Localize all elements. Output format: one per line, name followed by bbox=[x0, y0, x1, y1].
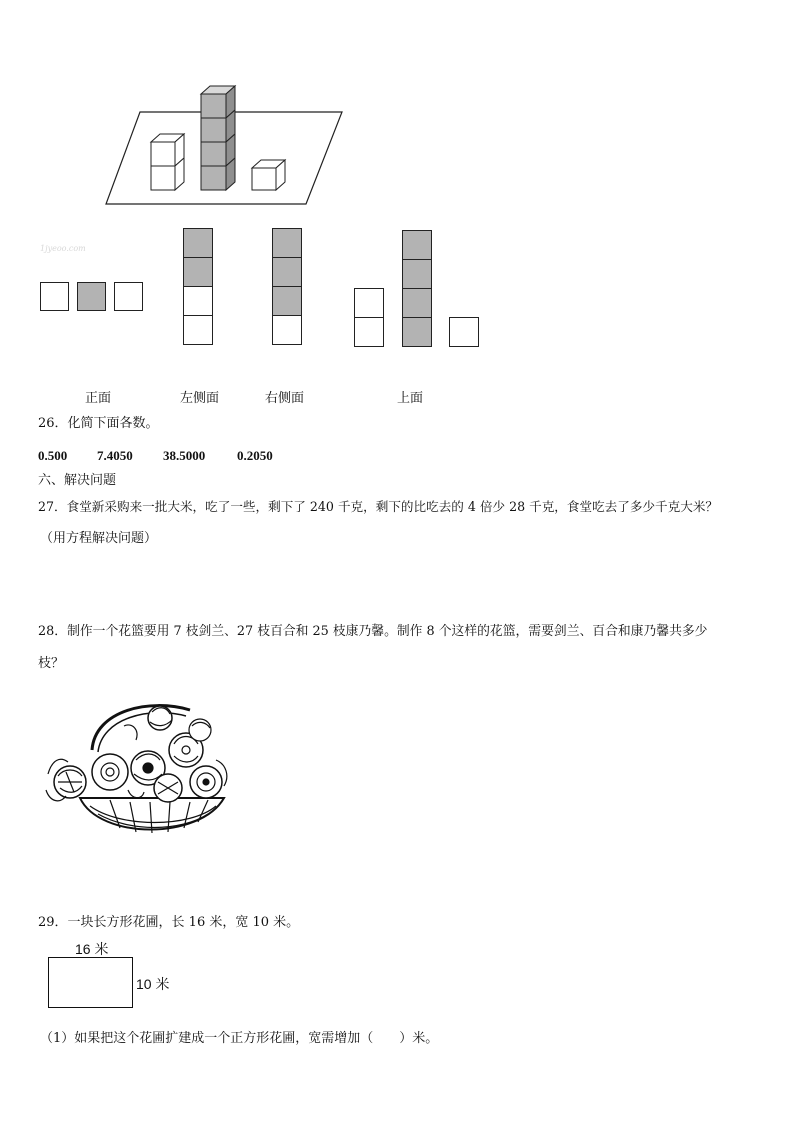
view-option-2-square-2 bbox=[183, 257, 213, 287]
q27-line-2: （用方程解决问题） bbox=[40, 531, 158, 546]
section-6-heading: 六、解决问题 bbox=[38, 473, 117, 488]
view-option-3-square-1 bbox=[272, 228, 302, 258]
q26-number-3: 38.5000 bbox=[163, 448, 206, 463]
view-option-2-square-3 bbox=[183, 286, 213, 316]
front-view-square-2 bbox=[77, 282, 106, 311]
view-label-front: 正面 bbox=[85, 391, 112, 406]
view-option-2-square-4 bbox=[183, 315, 213, 345]
q26-number-4: 0.2050 bbox=[237, 448, 273, 463]
q29-subquestion-1: （1）如果把这个花圃扩建成一个正方形花圃，宽需增加（ ）米。 bbox=[40, 1031, 439, 1046]
watermark: 1jyeoo.com bbox=[40, 244, 86, 253]
rectangle-length-label: 16 米 bbox=[75, 941, 109, 957]
view-option-4-square-6 bbox=[402, 317, 432, 347]
view-option-3-square-2 bbox=[272, 257, 302, 287]
view-label-top: 上面 bbox=[397, 391, 424, 406]
view-option-3-square-3 bbox=[272, 286, 302, 316]
front-view-square-1 bbox=[40, 282, 69, 311]
rectangle-width-label: 10 米 bbox=[136, 976, 170, 992]
view-label-right: 右侧面 bbox=[265, 391, 305, 406]
view-option-4-square-5 bbox=[402, 288, 432, 318]
view-option-4-square-3 bbox=[402, 230, 432, 260]
q28-line-2: 枝？ bbox=[38, 656, 65, 671]
view-label-left: 左侧面 bbox=[180, 391, 220, 406]
q26-title: 26．化简下面各数。 bbox=[38, 416, 159, 431]
q26-number-2: 7.4050 bbox=[97, 448, 133, 463]
view-option-4-square-1 bbox=[354, 288, 384, 318]
q26-number-1: 0.500 bbox=[38, 448, 68, 463]
view-option-3-square-4 bbox=[272, 315, 302, 345]
view-option-4-square-2 bbox=[354, 317, 384, 347]
front-view-square-3 bbox=[114, 282, 143, 311]
view-option-2-square-1 bbox=[183, 228, 213, 258]
view-option-4-square-7 bbox=[449, 317, 479, 347]
q29-title: 29．一块长方形花圃，长 16 米，宽 10 米。 bbox=[38, 915, 300, 930]
q28-line-1: 28．制作一个花篮要用 7 枝剑兰、27 枝百合和 25 枝康乃馨。制作 8 个这样的花篮，需要剑兰、百合和康乃馨共多少 bbox=[38, 624, 708, 639]
view-option-4-square-4 bbox=[402, 259, 432, 289]
q27-line-1: 27．食堂新采购来一批大米，吃了一些，剩下了 240 千克，剩下的比吃去的 4 倍少 28 千克，食堂吃去了多少千克大米？ bbox=[38, 499, 719, 514]
flower-basket-illustration bbox=[40, 690, 232, 836]
cube-stack-figure bbox=[100, 80, 350, 210]
rectangle-garden-diagram bbox=[48, 957, 133, 1008]
